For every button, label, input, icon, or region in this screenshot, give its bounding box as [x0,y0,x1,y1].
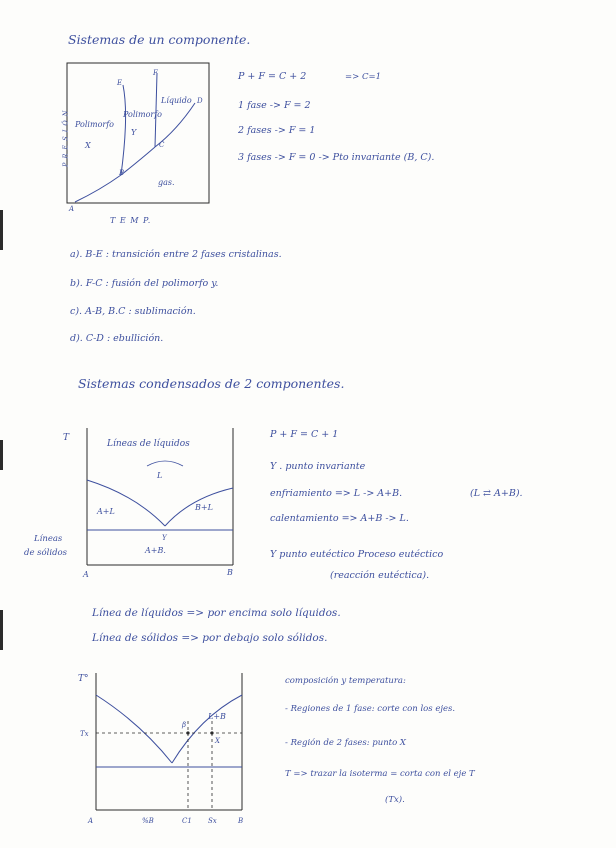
diagram2-point-y: Y [162,534,167,542]
diagram1-point-d: D [197,97,203,105]
composition-note-5: (Tx). [385,795,405,805]
transition-item-c: c). A-B, B.C : sublimación. [70,306,196,317]
diagram3-point-beta: β [182,721,187,729]
composition-note-1: composición y temperatura: [285,676,406,686]
phase-rule-two: P + F = C + 1 [270,429,339,440]
diagram2-region-ab: A+B. [145,546,166,555]
diagram3-tx-label: Tx [80,730,89,738]
diagram2-axis-b: B [227,568,233,577]
eutectic-note-2: enfriamiento => L -> A+B. [270,488,403,499]
diagram2-region-bl: B+L [195,503,213,512]
phase-diagram-one-component [55,55,215,230]
solidus-definition: Línea de sólidos => por debajo solo sólidos. [92,632,328,644]
eutectic-note-6: (reacción eutéctica). [330,570,430,581]
diagram2-liquidus-title: Líneas de líquidos [107,439,190,449]
diagram1-region-gas: gas. [158,178,175,187]
solidus-label-line2: de sólidos [24,548,68,558]
diagram3-axis-a: A [88,817,94,825]
diagram3-axis-x: Sx [208,817,217,825]
diagram3-region-lb: L+B [208,712,226,721]
diagram3-axis-xb: %B [142,817,154,825]
diagram3-t-label: T° [78,674,89,684]
diagram2-region-al: A+L [97,507,115,516]
diagram1-region-y: Y [131,128,137,137]
diagram1-region-polimorfo-y: Polimorfo [123,110,162,119]
lever-diagram [70,665,255,835]
composition-note-3: - Región de 2 fases: punto X [285,738,406,748]
section2-heading: Sistemas condensados de 2 componentes. [78,376,345,391]
phase-rule-one: P + F = C + 2 [238,71,307,82]
diagram2-axis-a: A [83,570,89,579]
phase-case-2: 2 fases -> F = 1 [238,125,316,136]
eutectic-note-1: Y . punto invariante [270,461,366,472]
composition-note-4: T => trazar la isoterma = corta con el eje T [285,769,475,779]
transition-item-b: b). F-C : fusión del polimorfo y. [70,278,219,289]
scan-edge-mark [0,210,3,250]
composition-note-2: - Regiones de 1 fase: corte con los ejes. [285,704,456,714]
transition-item-d: d). C-D : ebullición. [70,333,164,344]
diagram1-point-b: B [119,169,125,177]
diagram1-region-liquido: Líquido [161,96,192,105]
transition-item-a: a). B-E : transición entre 2 fases cristalinas. [70,249,282,260]
diagram1-x-axis-label: T E M P. [110,216,152,225]
diagram3-axis-c1: C1 [182,817,192,825]
diagram3-point-x: X [215,737,220,745]
diagram1-point-e: E [117,79,123,87]
diagram1-y-axis-label: P R E S I Ó N [61,109,70,167]
liquidus-definition: Línea de líquidos => por encima solo líquidos. [92,607,341,619]
solidus-label-line1: Líneas [34,534,63,544]
eutectic-note-4: calentamiento => A+B -> L. [270,513,409,524]
diagram1-point-c: C [159,141,165,149]
diagram1-region-x: X [85,141,91,150]
eutectic-diagram [55,420,255,585]
scan-edge-mark [0,610,3,650]
eutectic-note-3: (L ⇄ A+B). [470,488,523,499]
diagram1-region-polimorfo-x: Polimorfo [75,120,114,129]
diagram1-point-a: A [69,205,75,213]
phase-rule-one-note: => C=1 [345,72,381,82]
section1-heading: Sistemas de un componente. [68,32,251,47]
phase-case-1: 1 fase -> F = 2 [238,100,311,111]
phase-case-3: 3 fases -> F = 0 -> Pto invariante (B, C). [238,152,435,163]
diagram3-axis-b: B [238,817,244,825]
eutectic-note-5: Y punto eutéctico Proceso eutéctico [270,549,444,560]
diagram2-t-label: T [63,433,70,443]
diagram2-region-l: L [157,471,163,480]
diagram1-point-f: F [153,69,158,77]
scan-edge-mark [0,440,3,470]
